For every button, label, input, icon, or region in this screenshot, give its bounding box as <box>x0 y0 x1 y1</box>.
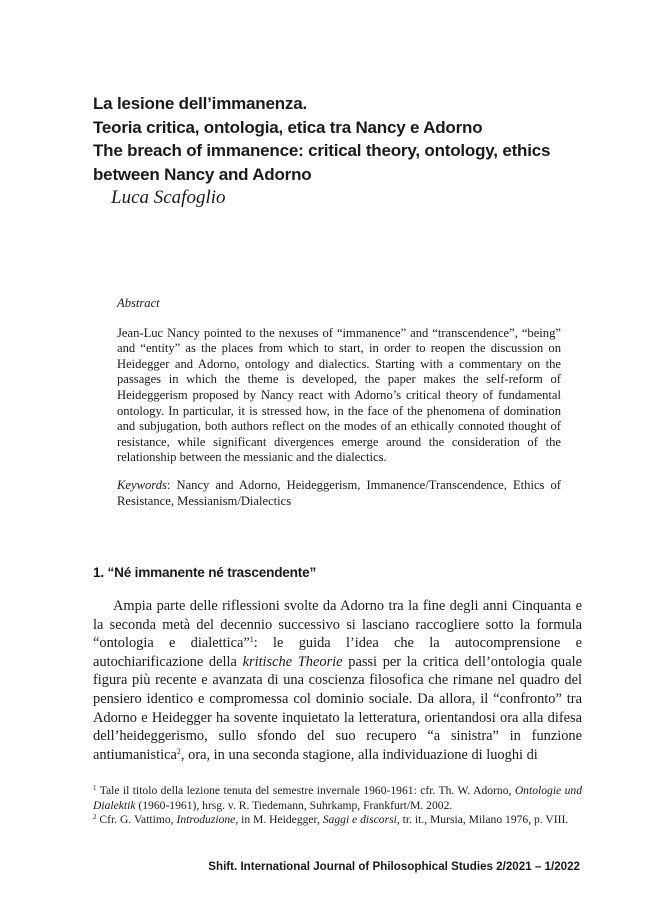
body-text-segment: passi per la critica dell’ontologia quale figura più recente e avanzata di una coscienza filosofica che rimane nel quadro del pensiero identico e compromessa col dominio sociale. Da allora, il “confronto” tra Adorno e Heidegger ha sovente inquietato la letteratura, orientandosi ora alla difesa dell’heideggerismo, sullo sfondo del suo recupero “a sinistra” in funzione antiumanistica <box>93 653 582 763</box>
title-line-2: Teoria critica, ontologia, etica tra Nancy e Adorno <box>93 117 483 137</box>
title-line-4: between Nancy and Adorno <box>93 164 312 184</box>
footnote-text: , tr. it., Mursia, Milano 1976, p. VIII. <box>396 813 569 827</box>
abstract-heading: Abstract <box>117 296 160 310</box>
footnote-2 <box>93 813 582 828</box>
footnotes <box>93 784 582 828</box>
footnote-text: , in M. Heidegger, <box>235 813 323 827</box>
footnote-text: (1960-1961), hrsg. v. R. Tiedemann, Suhrkamp, Frankfurt/M. 2002. <box>135 798 453 812</box>
abstract-body: Jean-Luc Nancy pointed to the nexuses of “immanence” and “transcendence”, “being” and “entity” as the places from which to start, in order to reopen the discussion on Heidegger and Adorno, ontology and dialectics. Starting with a commentary on the passages in which the theme is developed, the paper makes the self-reform of Heideggerism proposed by Nancy react with Adorno’s critical theory of fundamental ontology. In particular, it is stressed how, in the face of the phenomena of domination and subjugation, both authors reflect on the modes of an ethically connoted thought of resistance, while significant divergences emerge around the consideration of the relationship between the messianic and the dialectics. <box>117 325 561 465</box>
body-paragraph <box>93 597 582 764</box>
footnote-title: Introduzione <box>176 813 236 827</box>
title-line-1: La lesione dell’immanenza. <box>93 94 307 113</box>
abstract-section <box>117 296 561 509</box>
footnote-mark: 2 <box>93 813 97 822</box>
footnote-mark: 1 <box>93 784 97 792</box>
footnote-text: Tale il titolo della lezione tenuta del semestre invernale 1960-1961: cfr. Th. W. Adorno, <box>96 784 515 797</box>
footnote-ref-2[interactable]: 2 <box>176 746 181 756</box>
title-line-3: The breach of immanence: critical theory, ontology, ethics <box>93 141 551 160</box>
author-name: Luca Scafoglio <box>111 187 226 208</box>
footnote-ref-1[interactable]: 1 <box>249 635 254 645</box>
body-text-segment: : le guida l’idea che la autocomprensione e autochiarificazione della <box>93 635 583 670</box>
footnote-1 <box>93 784 582 813</box>
keywords-text: : Nancy and Adorno, Heideggerism, Immanence/Transcendence, Ethics of Resistance, Messianism/Dialectics <box>117 477 561 508</box>
footnote-text: Cfr. G. Vattimo, <box>96 813 177 827</box>
body-text-segment: Ampia parte delle riflessioni svolte da Adorno tra la fine degli anni Cinquanta e la seconda metà del decennio successivo si lasciano raccogliere sotto la formula “ontologia e dialettica” <box>93 598 582 652</box>
keywords-label: Keywords <box>117 477 167 492</box>
article-title-block <box>93 92 593 209</box>
body-text-emphasis: kritische Theorie <box>242 653 343 670</box>
body-text-segment: , ora, in una seconda stagione, alla individuazione di luoghi di <box>180 746 538 763</box>
keywords <box>117 478 561 509</box>
footnote-title: Saggi e discorsi <box>322 813 397 827</box>
journal-footer: Shift. International Journal of Philosophical Studies 2/2021 – 1/2022 <box>208 860 580 873</box>
footnote-title: Ontologie und Dialektik <box>93 784 582 812</box>
section-heading: 1. “Né immanente né trascendente” <box>93 565 317 580</box>
